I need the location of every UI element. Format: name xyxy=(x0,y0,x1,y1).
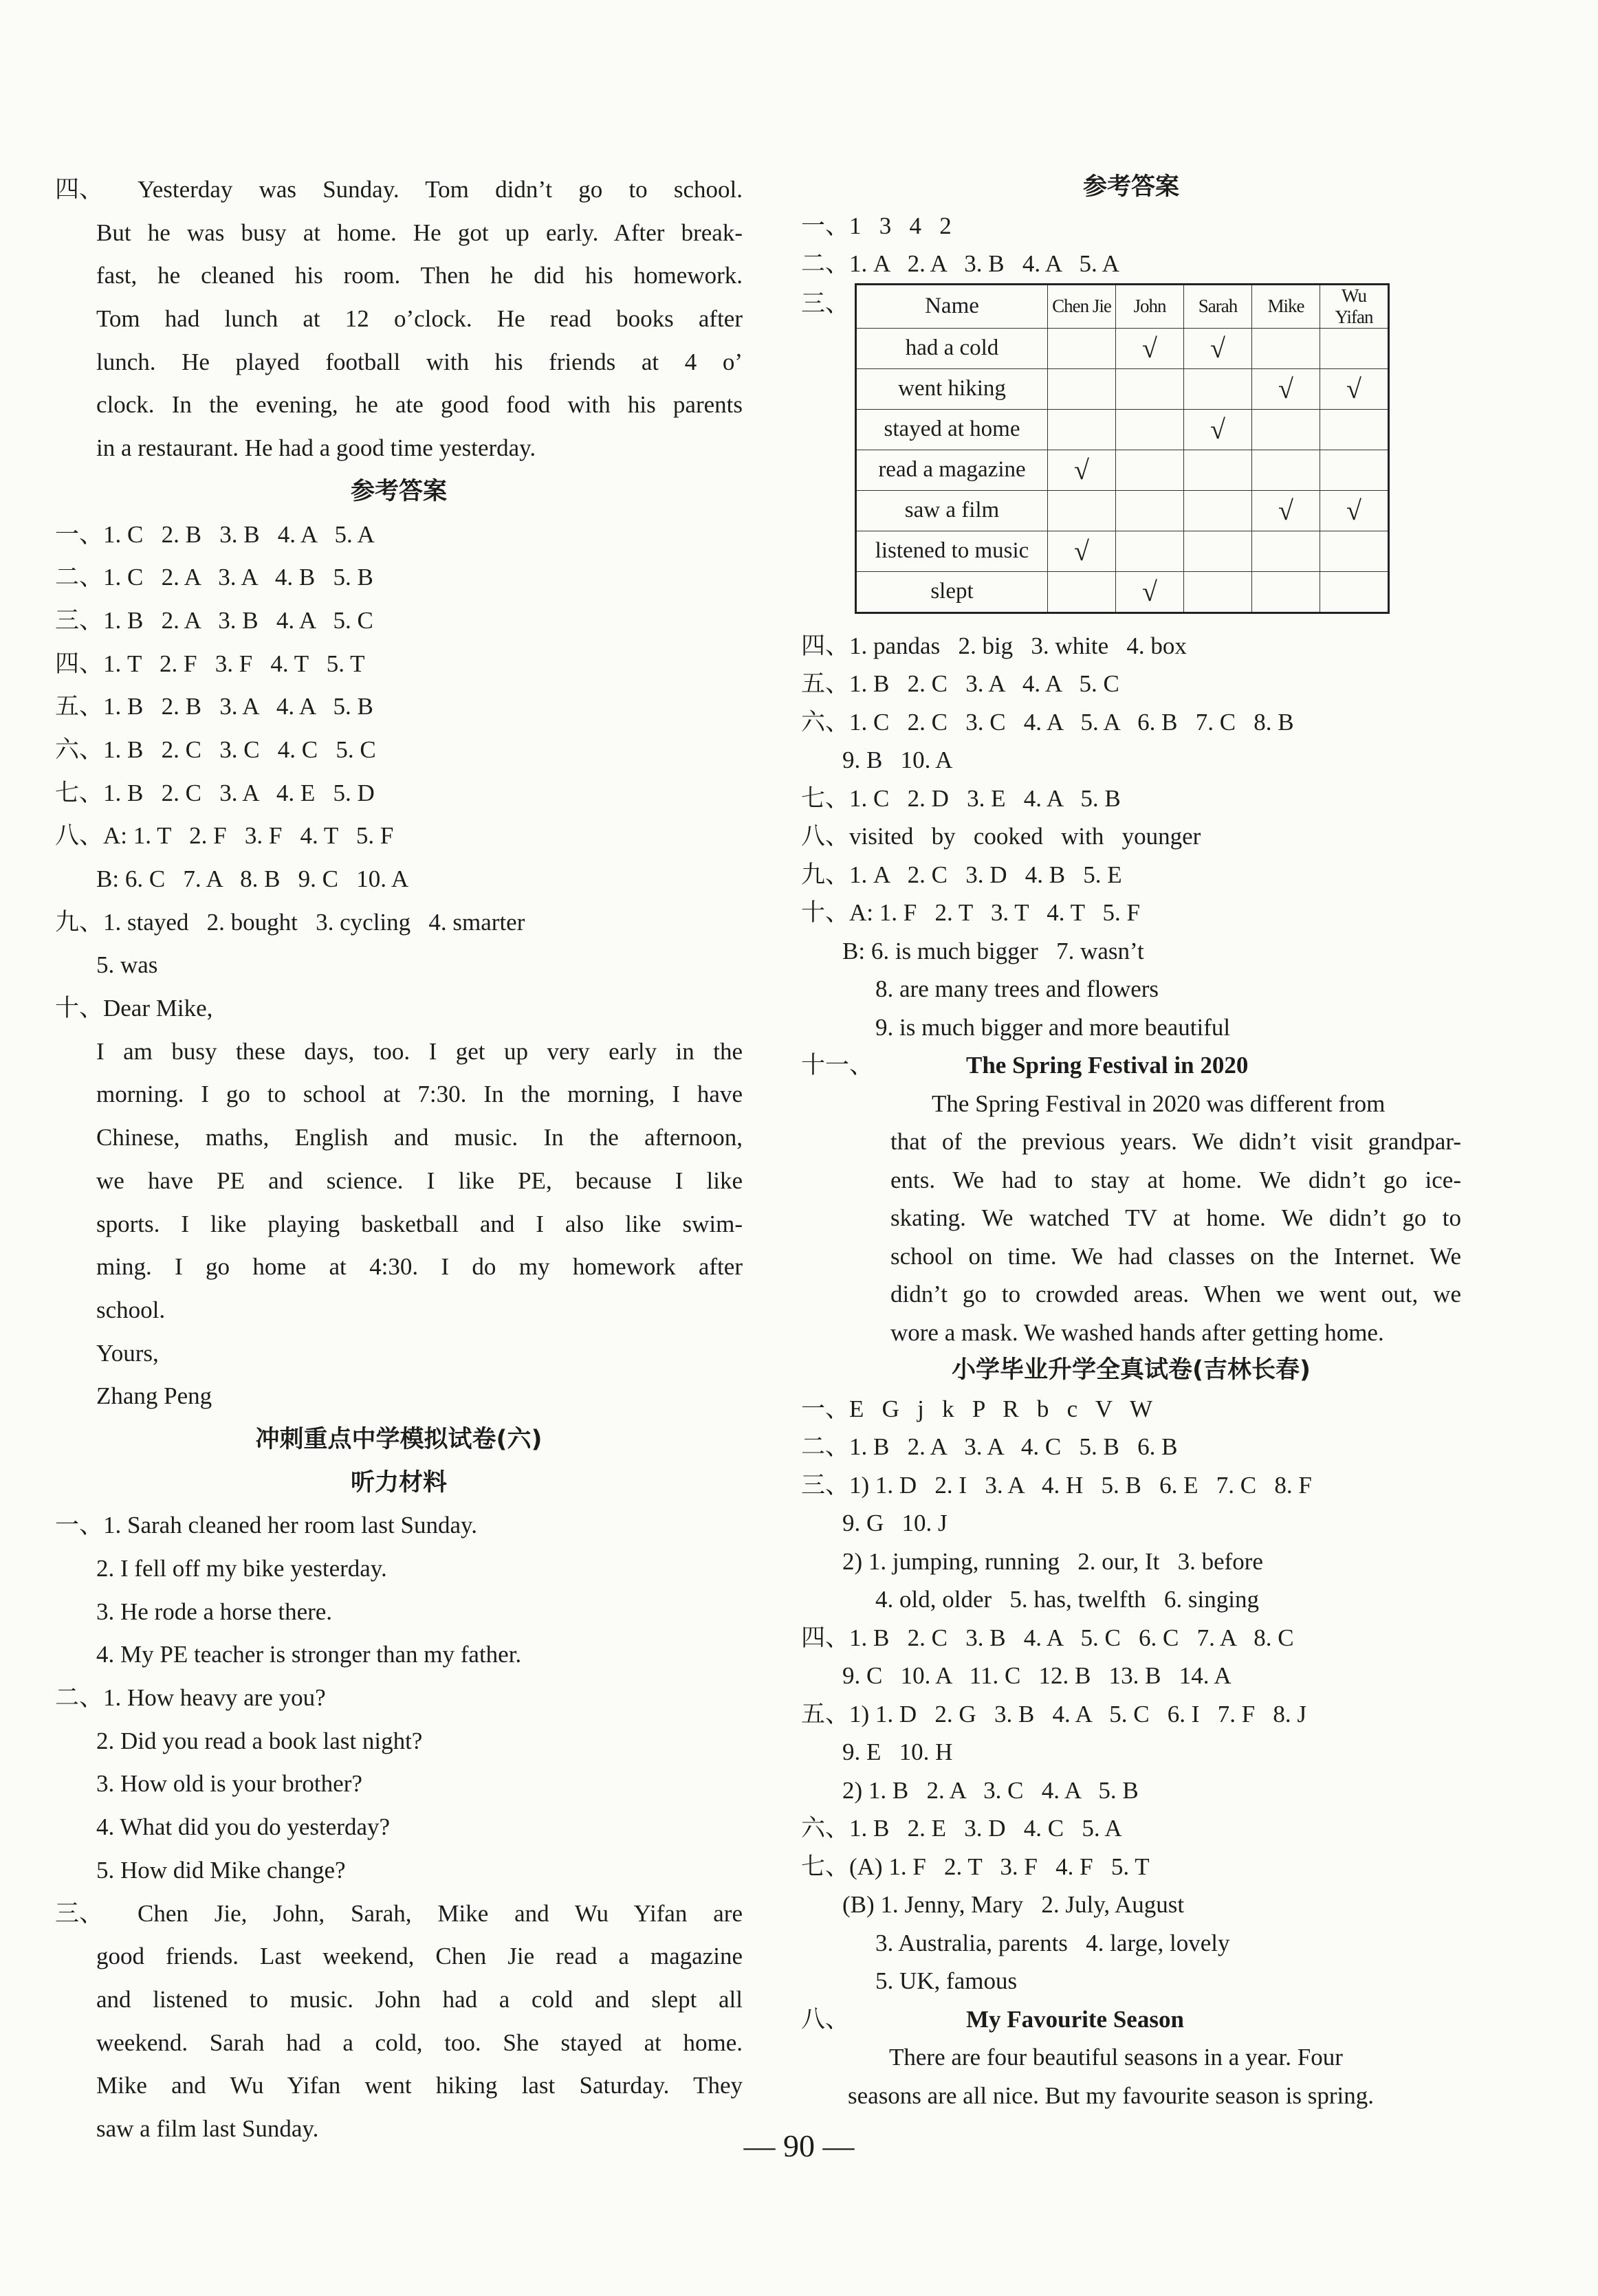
answer-line: 六、1. B 2. E 3. D 4. C 5. A xyxy=(801,1815,1122,1842)
text-line: 4. My PE teacher is stronger than my father. xyxy=(96,1641,522,1668)
text-line: Chinese, maths, English and music. In the afternoon, xyxy=(96,1124,743,1151)
essay-8-title: My Favourite Season xyxy=(966,2005,1184,2033)
text-line: we have PE and science. I like PE, because I like xyxy=(96,1167,743,1194)
text-line: fast, he cleaned his room. Then he did his homework. xyxy=(96,262,743,289)
check-mark-cell xyxy=(1048,368,1116,409)
essay-8-first-line: There are four beautiful seasons in a year. Four xyxy=(889,2044,1343,2071)
text-line: good friends. Last weekend, Chen Jie read a magazine xyxy=(96,1943,743,1970)
letter-last-line: school. xyxy=(96,1296,166,1323)
answer-line: 七、(A) 1. F 2. T 3. F 4. F 5. T xyxy=(801,1853,1150,1880)
answer-line: 二、1. B 2. A 3. A 4. C 5. B 6. B xyxy=(801,1433,1178,1460)
listening-part-1 xyxy=(55,1504,743,1677)
text-line: 3. He rode a horse there. xyxy=(96,1598,333,1625)
section-6-title: 冲刺重点中学模拟试卷(六) xyxy=(255,1425,543,1453)
text-line: weekend. Sarah had a cold, too. She stayed at home. xyxy=(96,2029,743,2056)
text-line: in a restaurant. He had a good time yesterday. xyxy=(96,434,536,462)
text-line: Mike and Wu Yifan went hiking last Saturday. They xyxy=(96,2072,743,2099)
text-line: morning. I go to school at 7:30. In the morning, I have xyxy=(96,1081,743,1108)
check-mark-cell: √ xyxy=(1116,571,1184,612)
right-column xyxy=(801,168,1461,2115)
answer-line: 9. is much bigger and more beautiful xyxy=(875,1013,1231,1041)
check-mark-cell xyxy=(1320,328,1389,368)
answer-line: B: 6. C 7. A 8. B 9. C 10. A xyxy=(96,865,409,892)
table-row xyxy=(856,490,1389,531)
answer-line: 九、1. stayed 2. bought 3. cycling 4. smarter xyxy=(55,908,525,936)
essay-11-title: The Spring Festival in 2020 xyxy=(966,1052,1249,1079)
answer-line: 七、1. C 2. D 3. E 4. A 5. B xyxy=(801,784,1121,812)
exam-title: 小学毕业升学全真试卷(吉林长春) xyxy=(952,1356,1311,1384)
answer-table-block xyxy=(801,283,1461,627)
letter-signature: Zhang Peng xyxy=(96,1382,212,1410)
check-mark-cell xyxy=(1252,328,1320,368)
text-line: clock. In the evening, he ate good food with his parents xyxy=(96,391,743,419)
check-mark-cell: √ xyxy=(1320,368,1389,409)
text-line: 5. How did Mike change? xyxy=(96,1856,346,1884)
check-mark-cell xyxy=(1320,571,1389,612)
check-mark-cell xyxy=(1252,571,1320,612)
answer-line: 七、1. B 2. C 3. A 4. E 5. D xyxy=(55,779,375,806)
letter-body xyxy=(55,1030,743,1289)
listening-part-2 xyxy=(55,1677,743,1892)
text-line: sports. I like playing basketball and I also like swim- xyxy=(96,1210,743,1237)
essay-11-first-line: The Spring Festival in 2020 was different from xyxy=(932,1090,1386,1117)
answer-line: 5. was xyxy=(96,951,158,979)
check-mark-cell xyxy=(1048,490,1116,531)
text-line: 二、1. How heavy are you? xyxy=(55,1684,326,1712)
essay-11-text xyxy=(801,1085,1461,1352)
answer-line: 十、A: 1. F 2. T 3. T 4. T 5. F xyxy=(801,899,1141,926)
table-header-cell: Wu Yifan xyxy=(1320,284,1389,328)
text-line: didn’t go to crowded areas. When we went out, we xyxy=(890,1281,1461,1307)
text-line: skating. We watched TV at home. We didn’t go to xyxy=(890,1204,1461,1231)
answer-line: 十、Dear Mike, xyxy=(55,995,213,1022)
check-mark-cell xyxy=(1116,409,1184,450)
check-mark-cell xyxy=(1320,531,1389,571)
text-line: ming. I go home at 4:30. I do my homework after xyxy=(96,1253,743,1281)
answer-line: 9. C 10. A 11. C 12. B 13. B 14. A xyxy=(842,1662,1232,1689)
answer-line: 四、1. T 2. F 3. F 4. T 5. T xyxy=(55,650,365,677)
text-line: Chen Jie, John, Sarah, Mike and Wu Yifan are xyxy=(138,1899,743,1927)
text-line: Yesterday was Sunday. Tom didn’t go to school. xyxy=(138,176,743,203)
answer-line: 八、A: 1. T 2. F 3. F 4. T 5. F xyxy=(55,822,394,850)
table-row-label: listened to music xyxy=(856,531,1048,571)
text-line: and listened to music. John had a cold and slept all xyxy=(96,1985,743,2013)
answer-line: 8. are many trees and flowers xyxy=(875,975,1159,1002)
answers-heading-left: 参考答案 xyxy=(350,477,447,505)
answer-line: (B) 1. Jenny, Mary 2. July, August xyxy=(842,1891,1185,1918)
left-column xyxy=(55,168,743,2151)
text-line: 2. I fell off my bike yesterday. xyxy=(96,1555,387,1582)
essay-8-label: 八、 xyxy=(801,2005,850,2033)
table-row-label: stayed at home xyxy=(856,409,1048,450)
essay-11 xyxy=(801,1046,1461,1085)
check-mark-cell xyxy=(1048,328,1116,368)
check-mark-cell xyxy=(1320,450,1389,490)
answer-line: 四、1. B 2. C 3. B 4. A 5. C 6. C 7. A 8. C xyxy=(801,1624,1294,1651)
text-line: 2. Did you read a book last night? xyxy=(96,1727,423,1754)
check-mark-cell: √ xyxy=(1320,490,1389,531)
check-mark-cell xyxy=(1048,571,1116,612)
answer-line: 3. Australia, parents 4. large, lovely xyxy=(875,1929,1230,1956)
answer-line: 2) 1. B 2. A 3. C 4. A 5. B xyxy=(842,1776,1139,1804)
answer-list-right xyxy=(801,627,1461,1047)
text-line: Tom had lunch at 12 o’clock. He read books after xyxy=(96,305,743,333)
passage-3-label: 三、 xyxy=(55,1899,104,1927)
answers-heading-right: 参考答案 xyxy=(1082,173,1179,201)
check-mark-cell xyxy=(1184,450,1252,490)
table-header-cell: John xyxy=(1116,284,1184,328)
table-header-cell: Mike xyxy=(1252,284,1320,328)
check-mark-cell xyxy=(1252,409,1320,450)
check-mark-cell xyxy=(1116,368,1184,409)
check-mark-cell: √ xyxy=(1116,328,1184,368)
table-header-cell: Chen Jie xyxy=(1048,284,1116,328)
table-row xyxy=(856,571,1389,612)
answer-line: 六、1. C 2. C 3. C 4. A 5. A 6. B 7. C 8. B xyxy=(801,708,1294,736)
text-line: I am busy these days, too. I get up very early in the xyxy=(96,1037,743,1065)
essay-11-content xyxy=(890,1046,1461,1085)
letter-closing: Yours, xyxy=(96,1339,159,1367)
text-line: lunch. He played football with his friends at 4 o’ xyxy=(96,348,743,375)
check-mark-cell xyxy=(1184,490,1252,531)
answer-line: 八、visited by cooked with younger xyxy=(801,823,1201,850)
check-mark-cell xyxy=(1184,571,1252,612)
answer-line: 5. UK, famous xyxy=(875,1967,1018,1994)
essay-8-text xyxy=(801,2038,1461,2115)
answer-line: 4. old, older 5. has, twelfth 6. singing xyxy=(875,1586,1260,1613)
table-row-label: saw a film xyxy=(856,490,1048,531)
table-row-label: read a magazine xyxy=(856,450,1048,490)
answer-list-left xyxy=(55,514,743,1030)
check-mark-cell xyxy=(1184,368,1252,409)
check-mark-cell xyxy=(1320,409,1389,450)
table-row-label: slept xyxy=(856,571,1048,612)
answer-line: 二、1. C 2. A 3. A 4. B 5. B xyxy=(55,564,373,591)
check-mark-cell xyxy=(1116,531,1184,571)
answer-line: 一、1. C 2. B 3. B 4. A 5. A xyxy=(55,520,375,548)
check-mark-cell xyxy=(1252,531,1320,571)
text-line: 一、1. Sarah cleaned her room last Sunday. xyxy=(55,1512,477,1539)
answer-line: 9. G 10. J xyxy=(842,1510,948,1536)
table-row xyxy=(856,368,1389,409)
essay-8 xyxy=(801,2000,1461,2039)
page-number: — 90 — xyxy=(743,2128,855,2163)
passage-4-label: 四、 xyxy=(55,176,104,203)
check-mark-cell xyxy=(1048,409,1116,450)
passage-3-body xyxy=(96,1892,743,2151)
passage-4-body xyxy=(96,168,743,470)
check-mark-cell: √ xyxy=(1252,368,1320,409)
text-line: 3. How old is your brother? xyxy=(96,1770,362,1798)
listening-title: 听力材料 xyxy=(350,1468,447,1497)
text-line: 4. What did you do yesterday? xyxy=(96,1813,391,1841)
answer-line: 九、1. A 2. C 3. D 4. B 5. E xyxy=(801,861,1122,888)
table-row xyxy=(856,531,1389,571)
table-header-cell: Sarah xyxy=(1184,284,1252,328)
answer-line: 三、1) 1. D 2. I 3. A 4. H 5. B 6. E 7. C 8. F xyxy=(801,1471,1312,1499)
answer-line: 五、1) 1. D 2. G 3. B 4. A 5. C 6. I 7. F 8. J xyxy=(801,1700,1307,1727)
answer-line: 五、1. B 2. B 3. A 4. A 5. B xyxy=(55,693,373,720)
answer-line: 四、1. pandas 2. big 3. white 4. box xyxy=(801,632,1187,659)
table-header-cell: Name xyxy=(856,284,1048,328)
answer-line: 2) 1. jumping, running 2. our, It 3. before xyxy=(842,1547,1263,1575)
table-row-label: went hiking xyxy=(856,368,1048,409)
essay-8-last-line: seasons are all nice. But my favourite season is spring. xyxy=(848,2082,1374,2109)
answer-line-2: 二、1. A 2. A 3. B 4. A 5. A xyxy=(801,250,1119,277)
answer-line: 五、1. B 2. C 3. A 4. A 5. C xyxy=(801,670,1119,697)
essay-11-label: 十一、 xyxy=(801,1052,874,1079)
answer-line: B: 6. is much bigger 7. wasn’t xyxy=(842,937,1144,964)
check-mark-cell: √ xyxy=(1048,531,1116,571)
answer-line: 六、1. B 2. C 3. C 4. C 5. C xyxy=(55,736,376,763)
table-row xyxy=(856,328,1389,368)
check-mark-cell: √ xyxy=(1252,490,1320,531)
essay-11-last-line: wore a mask. We washed hands after getting home. xyxy=(890,1318,1384,1346)
passage-3-last-line: saw a film last Sunday. xyxy=(96,2115,319,2142)
essay-11-body xyxy=(890,1123,1461,1314)
answer-line: 三、1. B 2. A 3. B 4. A 5. C xyxy=(55,606,373,634)
table-row-label: had a cold xyxy=(856,328,1048,368)
check-mark-cell xyxy=(1184,531,1252,571)
check-mark-cell: √ xyxy=(1184,409,1252,450)
table-row xyxy=(856,409,1389,450)
check-mark-cell xyxy=(1116,450,1184,490)
answer-table xyxy=(855,283,1390,614)
check-mark-cell: √ xyxy=(1048,450,1116,490)
passage-4 xyxy=(55,168,743,470)
check-mark-cell: √ xyxy=(1184,328,1252,368)
answer-line-1: 一、1 3 4 2 xyxy=(801,212,952,239)
check-mark-cell xyxy=(1116,490,1184,531)
check-mark-cell xyxy=(1252,450,1320,490)
table-header-row xyxy=(856,284,1389,328)
exam-answer-list xyxy=(801,1390,1461,2000)
answer-line: 一、E G j k P R b c V W xyxy=(801,1395,1153,1422)
text-line: that of the previous years. We didn’t visit grandpar- xyxy=(890,1128,1461,1155)
answer-line: 9. B 10. A xyxy=(842,747,953,773)
text-line: school on time. We had classes on the Internet. We xyxy=(890,1242,1461,1270)
table-row xyxy=(856,450,1389,490)
table-label: 三、 xyxy=(801,289,850,317)
text-line: ents. We had to stay at home. We didn’t go ice- xyxy=(890,1166,1461,1193)
text-line: But he was busy at home. He got up early. After break- xyxy=(96,219,743,246)
answer-line: 9. E 10. H xyxy=(842,1738,953,1765)
passage-3 xyxy=(55,1892,743,2151)
